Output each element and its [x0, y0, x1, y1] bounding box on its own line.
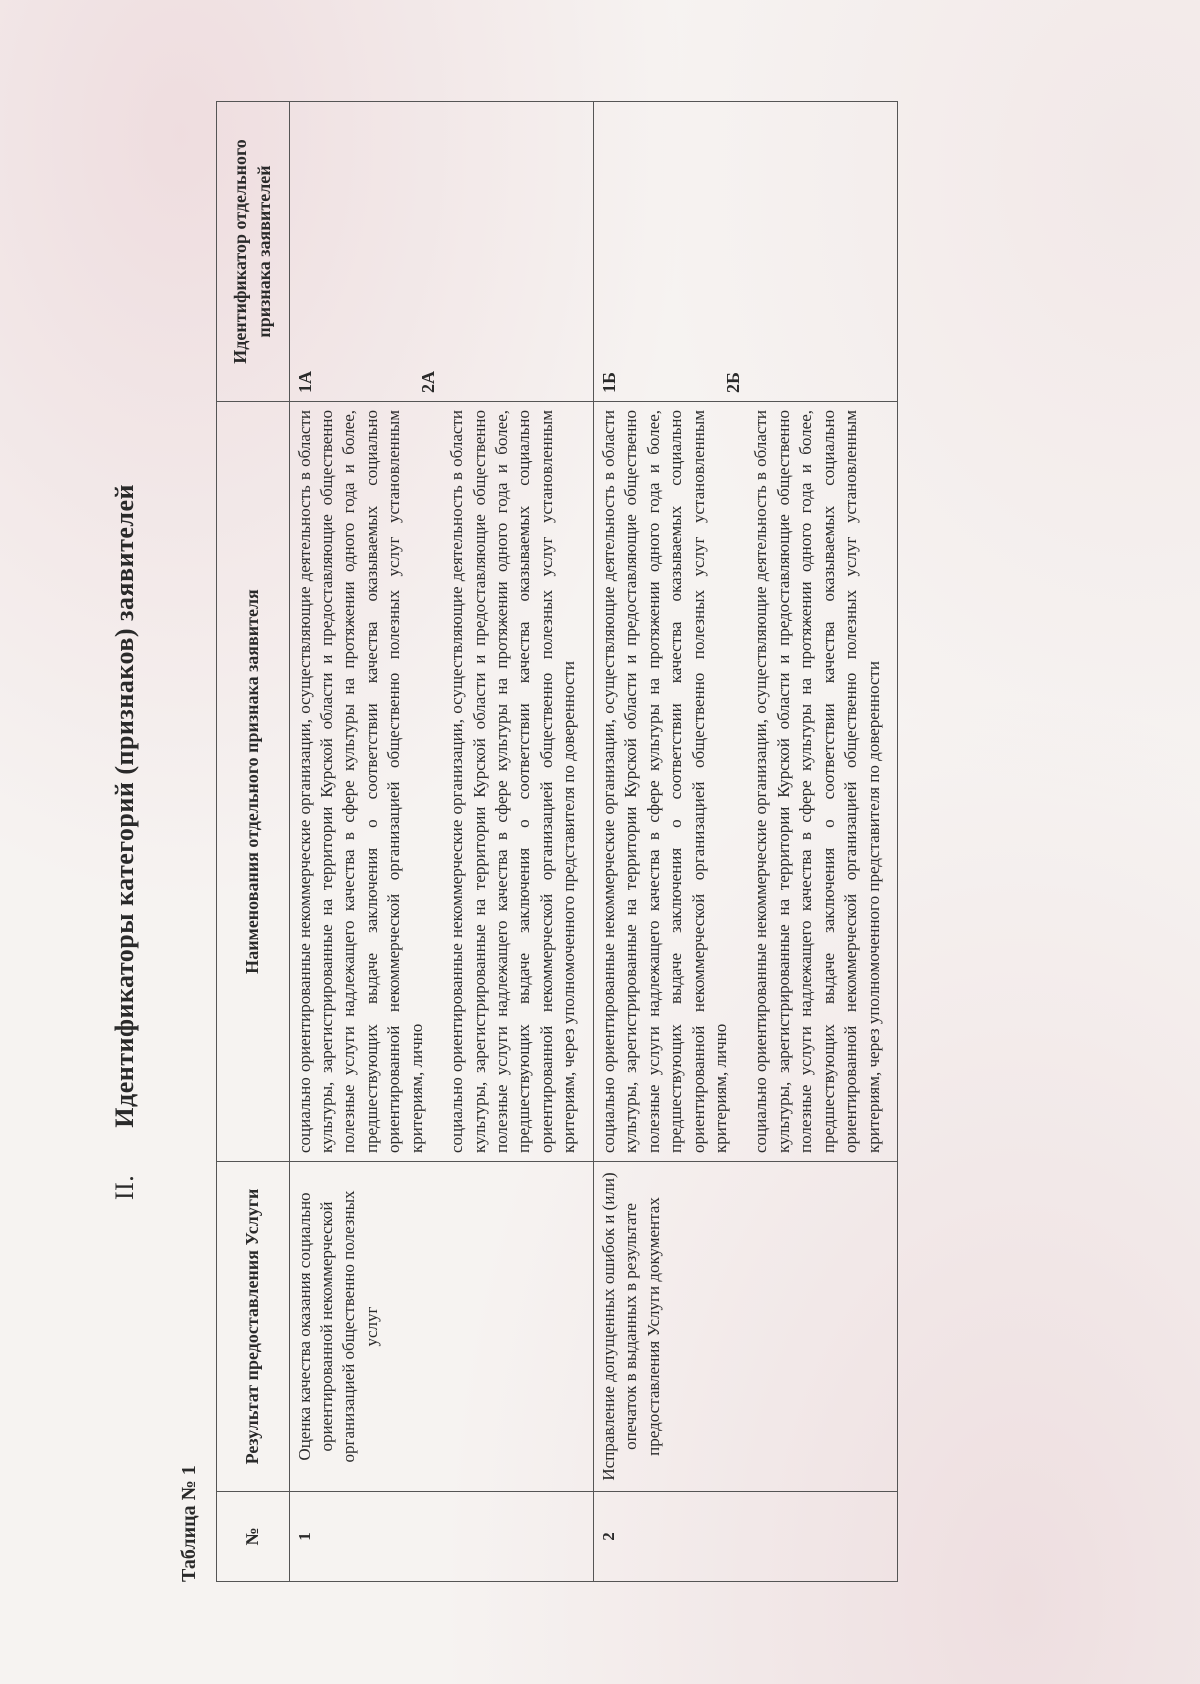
row-result: Оценка качества оказания социально ориентированной некоммерческой организацией общественно полезных услуг	[289, 1162, 593, 1492]
table-header-row	[217, 102, 290, 1582]
criterion-text: социально ориентированные некоммерческие организации, осуществляющие деятельность в области культуры, зарегистрированные на территории Курской области и предоставляющие общественно полезные услуги надлежащего качества в сфере культуры на протяжении одного года и более, предшествующих выдаче заключения о соответствии качества оказываемых социально ориентированной некоммерческой организацией общественно полезных услуг установленным критериям, через уполномоченного представителя по доверенности	[751, 410, 883, 1153]
table-row	[593, 102, 897, 1582]
identifier-code: 1А	[294, 371, 315, 393]
row-number: 1	[289, 1492, 593, 1582]
criterion-text: социально ориентированные некоммерческие организации, осуществляющие деятельность в области культуры, зарегистрированные на территории Курской области и предоставляющие общественно полезные услуги надлежащего качества в сфере культуры на протяжении одного года и более, предшествующих выдаче заключения о соответствии качества оказываемых социально ориентированной некоммерческой организацией общественно полезных услуг установленным критериям, через уполномоченного представителя по доверенности	[447, 410, 579, 1153]
header-num: №	[217, 1492, 290, 1582]
table-caption: Таблица № 1	[178, 1465, 200, 1582]
row-criteria	[593, 402, 897, 1162]
table-row	[289, 102, 593, 1582]
row-identifiers	[289, 102, 593, 402]
section-heading	[110, 92, 140, 1592]
criterion-text: социально ориентированные некоммерческие организации, осуществляющие деятельность в области культуры, зарегистрированные на территории Курской области и предоставляющие общественно полезные услуги надлежащего качества в сфере культуры на протяжении одного года и более, предшествующих выдаче заключения о соответствии качества оказываемых социально ориентированной некоммерческой организацией общественно полезных услуг установленным критериям, лично	[294, 410, 426, 1153]
row-identifiers	[593, 102, 897, 402]
criterion-text: социально ориентированные некоммерческие организации, осуществляющие деятельность в области культуры, зарегистрированные на территории Курской области и предоставляющие общественно полезные услуги надлежащего качества в сфере культуры на протяжении одного года и более, предшествующих выдаче заключения о соответствии качества оказываемых социально ориентированной некоммерческой организацией общественно полезных услуг установленным критериям, лично	[598, 410, 730, 1153]
row-result: Исправление допущенных ошибок и (или) опечаток в выданных в результате предоставления Услуги документах	[593, 1162, 897, 1492]
identifier-code: 1Б	[598, 372, 619, 393]
header-name: Наименования отдельного признака заявителя	[217, 402, 290, 1162]
section-number: II.	[110, 1174, 139, 1201]
row-criteria	[289, 402, 593, 1162]
applicant-identifiers-table	[216, 101, 898, 1582]
row-number: 2	[593, 1492, 897, 1582]
header-result: Результат предоставления Услуги	[217, 1162, 290, 1492]
header-identifier: Идентификатор отдельного признака заявителей	[217, 102, 290, 402]
rotated-page	[110, 92, 1090, 1592]
identifier-code: 2А	[418, 371, 439, 393]
section-title: Идентификаторы категорий (признаков) заявителей	[110, 484, 139, 1128]
identifier-code: 2Б	[722, 372, 743, 393]
